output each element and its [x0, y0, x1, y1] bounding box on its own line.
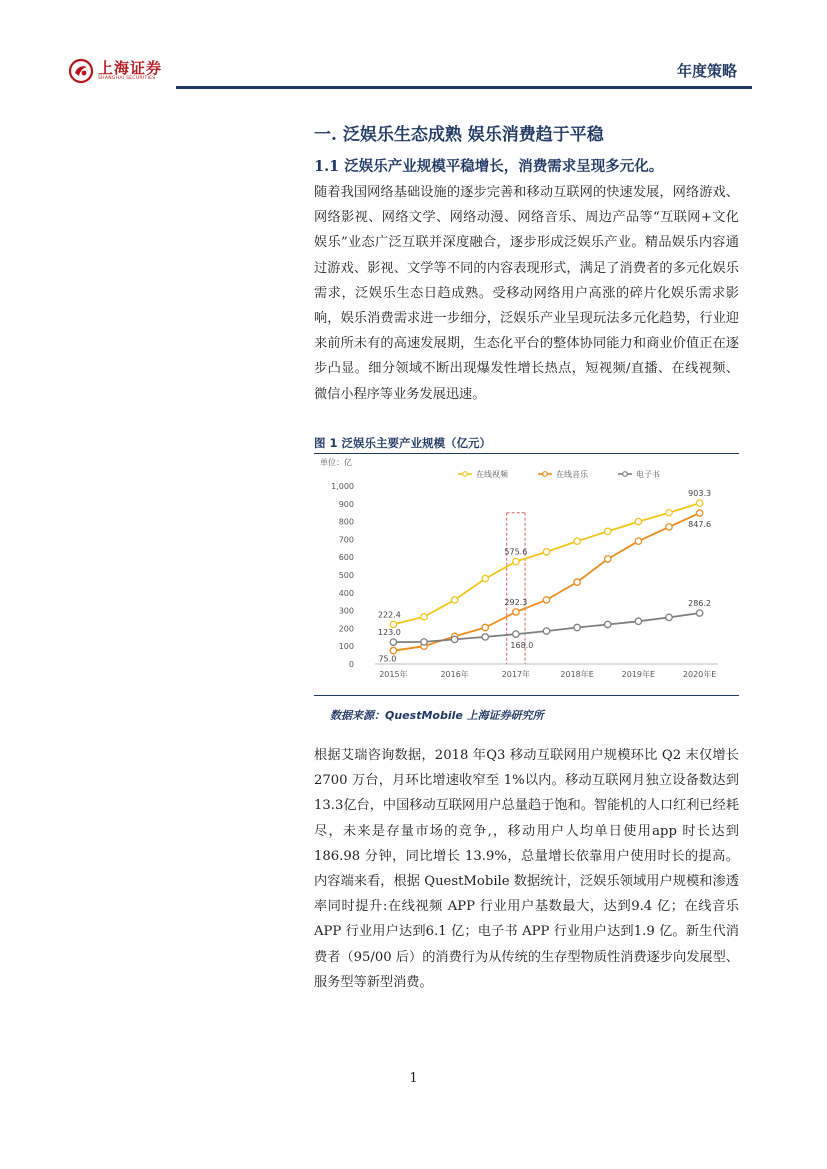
logo-mark-icon [68, 58, 94, 84]
data-point [513, 631, 519, 637]
data-label: 575.6 [504, 547, 528, 557]
legend-label: 在线视频 [476, 470, 508, 479]
data-point [605, 621, 611, 627]
data-point [605, 556, 611, 562]
x-tick-label: 2019年E [621, 670, 656, 679]
data-point [513, 558, 519, 564]
body-paragraph-1: 随着我国网络基础设施的逐步完善和移动互联网的快速发展，网络游戏、网络影视、网络文学、网络动漫、网络音乐、周边产品等“互联网+文化娱乐”业态广泛互联并深度融合，逐步形成泛娱乐产业。精品娱乐内容通过游戏、影视、文学等不同的内容表现形式，满足了消费者的多元化娱乐需求，泛娱乐生态日趋成熟。受移动网络用户高涨的碎片化娱乐需求影响，娱乐消费需求进一步细分，泛娱乐产业呈现玩法多元化趋势，行业迎来前所未有的高速发展期，生态化平台的整体协同能力和商业价值正在逐步凸显。细分领域不断出现爆发性增长热点，短视频/直播、在线视频、微信小程序等业务发展迅速。 [314, 185, 739, 402]
data-label: 847.6 [688, 520, 712, 530]
y-tick-label: 0 [348, 660, 354, 669]
data-label: 123.0 [377, 628, 401, 638]
data-point [574, 538, 580, 544]
data-point [605, 528, 611, 534]
data-point [666, 510, 672, 516]
data-label: 286.2 [688, 599, 712, 609]
data-point [482, 575, 488, 581]
logo-english-name: SHANGHAI SECURITIES [98, 76, 156, 81]
data-point [696, 610, 702, 616]
data-point [482, 624, 488, 630]
page-number: 1 [409, 1071, 418, 1086]
data-point [482, 634, 488, 640]
x-tick-label: 2015年 [379, 670, 408, 679]
data-point [666, 614, 672, 620]
logo [68, 58, 162, 84]
document-type: 年度策略 [676, 62, 737, 80]
data-point [451, 597, 457, 603]
data-label: 75.0 [378, 654, 397, 664]
x-tick-label: 2016年 [440, 670, 469, 679]
data-point [635, 518, 641, 524]
legend-label: 电子书 [636, 470, 660, 479]
legend-label: 在线音乐 [556, 470, 588, 479]
data-point [635, 538, 641, 544]
data-label: 292.3 [504, 597, 528, 607]
legend-marker [623, 472, 628, 477]
data-point [543, 549, 549, 555]
y-tick-label: 800 [338, 517, 354, 527]
y-tick-label: 500 [338, 571, 354, 580]
body-paragraph-2: 根据艾瑞咨询数据，2018 年Q3 移动互联网用户规模环比 Q2 末仅增长 2700 万台，月环比增速收窄至 1%以内。移动互联网月独立设备数达到13.3亿台，中国移动互联网用户总量趋于饱和。智能机的人口红利已经耗尽，未来是存量市场的竞争,，移动用户人均单日使用app 时长达到 186.98 分钟，同比增长 13.9%，总量增长依靠用户使用时长的提高。内容端来看，根据 QuestMobile 数据统计，泛娱乐领域用户规模和渗透率同时提升:在线视频 APP 行业用户基数最大，达到9.4 亿；在线音乐 APP 行业用户达到6.1 亿；电子书 APP 行业用户达到1.9 亿。新生代消费者（95/00 后）的消费行为从传统的生存型物质性消费逐步向发展型、服务型等新型消费。 [314, 748, 739, 990]
data-point [635, 618, 641, 624]
y-tick-label: 700 [338, 535, 354, 545]
data-point [451, 636, 457, 642]
y-tick-label: 900 [338, 499, 354, 509]
legend-marker [543, 472, 548, 477]
legend-marker [463, 472, 468, 477]
data-point [696, 510, 702, 516]
y-tick-label: 200 [338, 624, 354, 634]
y-tick-label: 100 [338, 642, 354, 652]
data-point [696, 500, 702, 506]
line-chart [318, 452, 738, 688]
data-label: 168.0 [510, 641, 534, 651]
source-rule [314, 695, 739, 696]
data-point [421, 639, 427, 645]
series-line [393, 503, 699, 624]
y-tick-label: 400 [338, 588, 354, 598]
chart-unit-label: 单位：亿 [320, 458, 352, 467]
data-point [390, 639, 396, 645]
data-point [543, 597, 549, 603]
subsection-heading: 1.1 泛娱乐产业规模平稳增长，消费需求呈现多元化。 [314, 158, 664, 175]
y-tick-label: 1,000 [331, 482, 354, 491]
y-tick-label: 600 [338, 553, 354, 563]
x-tick-label: 2018年E [560, 670, 594, 679]
figure-source: 数据来源：QuestMobile 上海证券研究所 [330, 709, 544, 722]
data-point [421, 614, 427, 620]
data-point [574, 624, 580, 630]
data-label: 903.3 [688, 489, 712, 499]
data-point [513, 609, 519, 615]
data-point [666, 524, 672, 530]
data-point [574, 579, 580, 585]
header-rule [176, 86, 752, 89]
data-label: 222.4 [377, 610, 401, 620]
y-tick-label: 300 [338, 606, 354, 616]
logo-name: 上海证券 [98, 59, 163, 77]
x-tick-label: 2017年 [501, 670, 531, 679]
data-point [390, 621, 396, 627]
figure-caption: 图 1 泛娱乐主要产业规模（亿元） [314, 436, 492, 450]
chart-svg [318, 452, 738, 688]
data-point [390, 647, 396, 653]
data-point [543, 628, 549, 634]
section-heading: 一. 泛娱乐生态成熟 娱乐消费趋于平稳 [314, 125, 604, 145]
x-tick-label: 2020年E [682, 670, 717, 679]
